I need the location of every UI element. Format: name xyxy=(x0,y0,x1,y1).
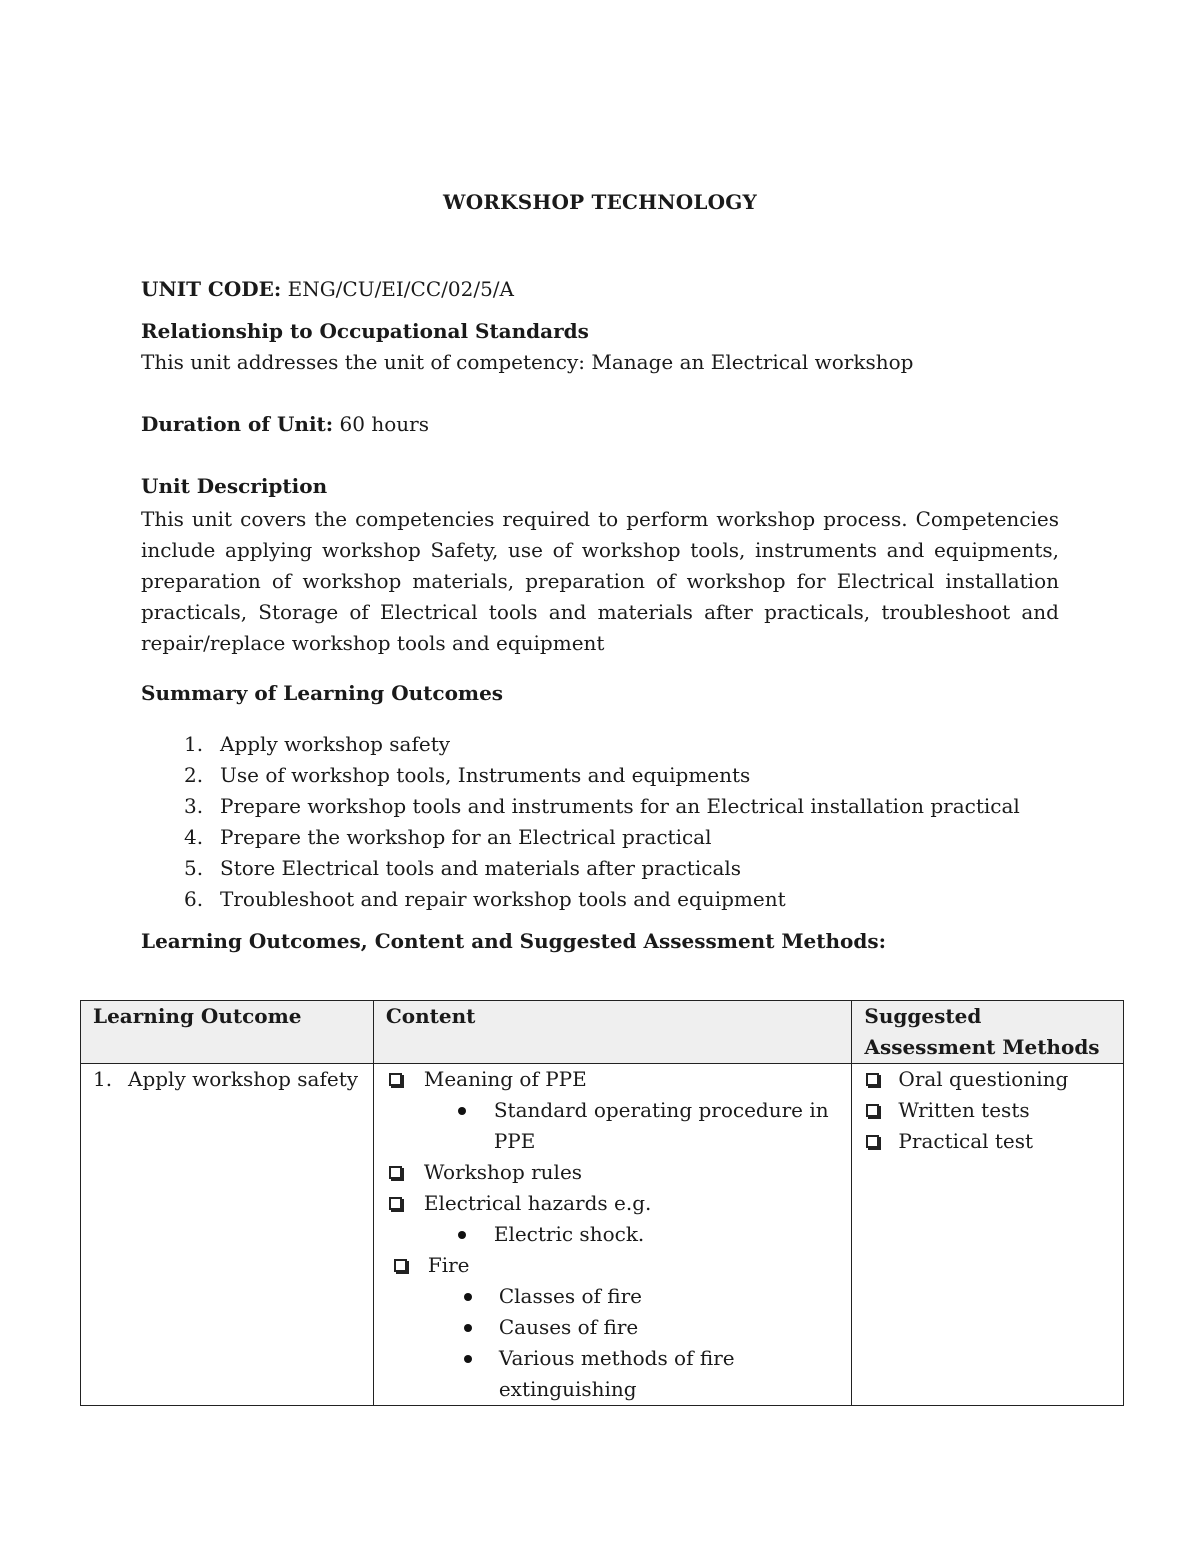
list-item xyxy=(141,729,1020,760)
content-item xyxy=(386,1250,842,1281)
list-item xyxy=(141,884,1020,915)
summary-heading: Summary of Learning Outcomes xyxy=(141,681,504,705)
assessment-item xyxy=(864,1095,1113,1126)
content-text: Meaning of PPE xyxy=(423,1067,587,1091)
content-text: Various methods of fire xyxy=(498,1346,735,1370)
content-subitem-continued xyxy=(386,1374,842,1405)
duration-line xyxy=(141,412,429,436)
duration-label: Duration of Unit: xyxy=(141,412,334,436)
header-learning-outcome: Learning Outcome xyxy=(81,1001,374,1064)
bullet-icon xyxy=(464,1324,472,1332)
checkbox-icon xyxy=(866,1104,879,1117)
list-item xyxy=(141,853,1020,884)
relationship-heading: Relationship to Occupational Standards xyxy=(141,319,589,343)
header-assessment: Suggested Assessment Methods xyxy=(852,1001,1124,1064)
assessment-text: Practical test xyxy=(898,1129,1034,1153)
assessment-text: Written tests xyxy=(898,1098,1030,1122)
list-item-number: 2. xyxy=(184,763,204,787)
relationship-text: This unit addresses the unit of competency: Manage an Electrical workshop xyxy=(141,350,914,374)
table-row xyxy=(81,1064,1124,1406)
list-item-number: 6. xyxy=(184,887,204,911)
content-text: Classes of fire xyxy=(498,1284,642,1308)
content-cell xyxy=(373,1064,852,1406)
assessment-item xyxy=(864,1064,1113,1095)
list-item xyxy=(141,760,1020,791)
unit-code-value: ENG/CU/EI/CC/02/5/A xyxy=(287,277,514,301)
list-item-text: Use of workshop tools, Instruments and equipments xyxy=(220,763,751,787)
content-text: Electrical hazards e.g. xyxy=(423,1191,652,1215)
content-text: Causes of fire xyxy=(498,1315,639,1339)
table-heading: Learning Outcomes, Content and Suggested Assessment Methods: xyxy=(141,929,887,953)
outcome-cell xyxy=(81,1064,374,1406)
learning-outcomes-table xyxy=(80,1000,1124,1406)
assessment-text: Oral questioning xyxy=(898,1067,1069,1091)
list-item-number: 5. xyxy=(184,856,204,880)
content-subitem xyxy=(386,1219,842,1250)
bullet-icon xyxy=(464,1355,472,1363)
content-text: Fire xyxy=(427,1253,470,1277)
outcome-text: Apply workshop safety xyxy=(128,1067,359,1091)
list-item xyxy=(141,791,1020,822)
unit-description-heading: Unit Description xyxy=(141,474,328,498)
duration-value: 60 hours xyxy=(339,412,429,436)
bullet-icon xyxy=(458,1107,466,1115)
header-content: Content xyxy=(373,1001,852,1064)
list-item-text: Prepare the workshop for an Electrical practical xyxy=(220,825,712,849)
list-item-text: Apply workshop safety xyxy=(220,732,451,756)
list-item-text: Prepare workshop tools and instruments for an Electrical installation practical xyxy=(220,794,1020,818)
content-item xyxy=(386,1188,842,1219)
document-title: WORKSHOP TECHNOLOGY xyxy=(443,190,757,214)
assessment-cell xyxy=(852,1064,1124,1406)
list-item-text: Store Electrical tools and materials after practicals xyxy=(220,856,742,880)
checkbox-icon xyxy=(389,1197,402,1210)
table-header-row xyxy=(81,1001,1124,1064)
summary-list xyxy=(141,729,1020,915)
content-text: extinguishing xyxy=(498,1377,637,1401)
content-subitem xyxy=(386,1343,842,1374)
unit-code-label: UNIT CODE: xyxy=(141,277,282,301)
content-item xyxy=(386,1064,842,1095)
content-subitem-continued xyxy=(386,1126,842,1157)
list-item-number: 1. xyxy=(184,732,204,756)
list-item-number: 4. xyxy=(184,825,204,849)
content-text: Standard operating procedure in xyxy=(493,1098,829,1122)
unit-description-text: This unit covers the competencies required to perform workshop process. Competencies include applying workshop Safety, use of workshop tools, instruments and equipments, preparation of workshop materials, preparation of workshop for Electrical installation practicals, Storage of Electrical tools and materials after practicals, troubleshoot and repair/replace workshop tools and equipment xyxy=(141,507,1059,655)
content-subitem xyxy=(386,1095,842,1126)
content-subitem xyxy=(386,1312,842,1343)
checkbox-icon xyxy=(389,1073,402,1086)
outcome-item xyxy=(93,1064,363,1095)
content-item xyxy=(386,1157,842,1188)
outcome-number: 1. xyxy=(93,1067,113,1091)
checkbox-icon xyxy=(866,1135,879,1148)
assessment-item xyxy=(864,1126,1113,1157)
checkbox-icon xyxy=(866,1073,879,1086)
bullet-icon xyxy=(458,1231,466,1239)
content-text: Workshop rules xyxy=(423,1160,583,1184)
list-item xyxy=(141,822,1020,853)
content-text: PPE xyxy=(493,1129,536,1153)
content-subitem xyxy=(386,1281,842,1312)
list-item-text: Troubleshoot and repair workshop tools and equipment xyxy=(220,887,786,911)
unit-code-line xyxy=(141,277,514,301)
bullet-icon xyxy=(464,1293,472,1301)
content-text: Electric shock. xyxy=(493,1222,645,1246)
checkbox-icon xyxy=(389,1166,402,1179)
list-item-number: 3. xyxy=(184,794,204,818)
checkbox-icon xyxy=(394,1259,407,1272)
